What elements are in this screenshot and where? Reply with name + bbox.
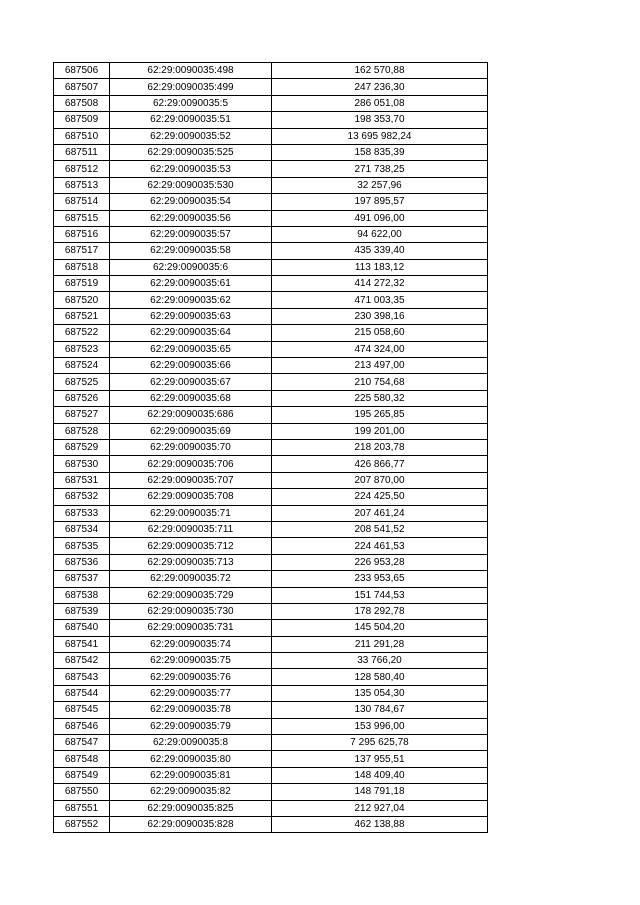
cadastral-value-cell: 414 272,32	[272, 276, 488, 292]
row-number-cell: 687510	[54, 128, 110, 144]
table-row	[54, 358, 488, 374]
cadastral-value-cell: 213 497,00	[272, 358, 488, 374]
table-row	[54, 538, 488, 554]
cadastral-number-cell: 62:29:0090035:65	[110, 341, 272, 357]
row-number-cell: 687525	[54, 374, 110, 390]
table-row	[54, 685, 488, 701]
cadastral-number-cell: 62:29:0090035:828	[110, 816, 272, 832]
row-number-cell: 687545	[54, 702, 110, 718]
table-row	[54, 620, 488, 636]
table-row	[54, 407, 488, 423]
cadastral-value-cell: 474 324,00	[272, 341, 488, 357]
table-row	[54, 636, 488, 652]
table-row	[54, 669, 488, 685]
row-number-cell: 687541	[54, 636, 110, 652]
cadastral-number-cell: 62:29:0090035:82	[110, 784, 272, 800]
row-number-cell: 687517	[54, 243, 110, 259]
cadastral-value-cell: 128 580,40	[272, 669, 488, 685]
row-number-cell: 687546	[54, 718, 110, 734]
table-row	[54, 308, 488, 324]
cadastral-value-cell: 215 058,60	[272, 325, 488, 341]
table-row	[54, 702, 488, 718]
cadastral-number-cell: 62:29:0090035:62	[110, 292, 272, 308]
table-row	[54, 718, 488, 734]
row-number-cell: 687531	[54, 472, 110, 488]
row-number-cell: 687547	[54, 735, 110, 751]
row-number-cell: 687543	[54, 669, 110, 685]
cadastral-value-cell: 225 580,32	[272, 390, 488, 406]
row-number-cell: 687551	[54, 800, 110, 816]
cadastral-value-cell: 212 927,04	[272, 800, 488, 816]
cadastral-value-cell: 32 257,96	[272, 177, 488, 193]
cadastral-value-cell: 211 291,28	[272, 636, 488, 652]
table-row	[54, 177, 488, 193]
row-number-cell: 687542	[54, 653, 110, 669]
row-number-cell: 687518	[54, 259, 110, 275]
row-number-cell: 687540	[54, 620, 110, 636]
table-row	[54, 587, 488, 603]
table-row	[54, 390, 488, 406]
cadastral-value-cell: 7 295 625,78	[272, 735, 488, 751]
cadastral-value-cell: 207 870,00	[272, 472, 488, 488]
row-number-cell: 687514	[54, 194, 110, 210]
cadastral-value-cell: 426 866,77	[272, 456, 488, 472]
table-row	[54, 161, 488, 177]
cadastral-number-cell: 62:29:0090035:80	[110, 751, 272, 767]
table-row	[54, 489, 488, 505]
row-number-cell: 687522	[54, 325, 110, 341]
cadastral-value-cell: 145 504,20	[272, 620, 488, 636]
cadastral-number-cell: 62:29:0090035:68	[110, 390, 272, 406]
row-number-cell: 687534	[54, 521, 110, 537]
row-number-cell: 687530	[54, 456, 110, 472]
cadastral-value-cell: 210 754,68	[272, 374, 488, 390]
cadastral-number-cell: 62:29:0090035:5	[110, 95, 272, 111]
row-number-cell: 687526	[54, 390, 110, 406]
table-row	[54, 751, 488, 767]
table-row	[54, 341, 488, 357]
cadastral-number-cell: 62:29:0090035:54	[110, 194, 272, 210]
cadastral-number-cell: 62:29:0090035:69	[110, 423, 272, 439]
cadastral-value-cell: 218 203,78	[272, 439, 488, 455]
table-row	[54, 112, 488, 128]
cadastral-value-cell: 195 265,85	[272, 407, 488, 423]
row-number-cell: 687521	[54, 308, 110, 324]
row-number-cell: 687527	[54, 407, 110, 423]
cadastral-value-cell: 153 996,00	[272, 718, 488, 734]
cadastral-number-cell: 62:29:0090035:74	[110, 636, 272, 652]
table-row	[54, 79, 488, 95]
row-number-cell: 687512	[54, 161, 110, 177]
cadastral-number-cell: 62:29:0090035:530	[110, 177, 272, 193]
table-row	[54, 456, 488, 472]
cadastral-value-cell: 435 339,40	[272, 243, 488, 259]
cadastral-number-cell: 62:29:0090035:77	[110, 685, 272, 701]
table-row	[54, 571, 488, 587]
cadastral-value-cell: 94 622,00	[272, 226, 488, 242]
cadastral-value-cell: 286 051,08	[272, 95, 488, 111]
cadastral-number-cell: 62:29:0090035:53	[110, 161, 272, 177]
cadastral-number-cell: 62:29:0090035:706	[110, 456, 272, 472]
cadastral-number-cell: 62:29:0090035:76	[110, 669, 272, 685]
cadastral-value-cell: 207 461,24	[272, 505, 488, 521]
cadastral-value-cell: 247 236,30	[272, 79, 488, 95]
row-number-cell: 687552	[54, 816, 110, 832]
cadastral-number-cell: 62:29:0090035:64	[110, 325, 272, 341]
cadastral-value-cell: 151 744,53	[272, 587, 488, 603]
row-number-cell: 687533	[54, 505, 110, 521]
cadastral-number-cell: 62:29:0090035:66	[110, 358, 272, 374]
cadastral-number-cell: 62:29:0090035:79	[110, 718, 272, 734]
table-row	[54, 95, 488, 111]
cadastral-value-cell: 137 955,51	[272, 751, 488, 767]
cadastral-number-cell: 62:29:0090035:67	[110, 374, 272, 390]
row-number-cell: 687515	[54, 210, 110, 226]
cadastral-number-cell: 62:29:0090035:52	[110, 128, 272, 144]
cadastral-number-cell: 62:29:0090035:57	[110, 226, 272, 242]
table-row	[54, 735, 488, 751]
cadastral-number-cell: 62:29:0090035:63	[110, 308, 272, 324]
table-row	[54, 374, 488, 390]
cadastral-number-cell: 62:29:0090035:56	[110, 210, 272, 226]
table-row	[54, 243, 488, 259]
cadastral-value-cell: 130 784,67	[272, 702, 488, 718]
cadastral-number-cell: 62:29:0090035:713	[110, 554, 272, 570]
cadastral-value-cell: 178 292,78	[272, 603, 488, 619]
cadastral-value-cell: 230 398,16	[272, 308, 488, 324]
row-number-cell: 687529	[54, 439, 110, 455]
cadastral-value-cell: 33 766,20	[272, 653, 488, 669]
table-body	[54, 63, 488, 833]
row-number-cell: 687539	[54, 603, 110, 619]
cadastral-value-cell: 233 953,65	[272, 571, 488, 587]
table-row	[54, 276, 488, 292]
row-number-cell: 687532	[54, 489, 110, 505]
row-number-cell: 687506	[54, 63, 110, 79]
table-row	[54, 472, 488, 488]
cadastral-number-cell: 62:29:0090035:525	[110, 144, 272, 160]
table-row	[54, 816, 488, 832]
cadastral-number-cell: 62:29:0090035:730	[110, 603, 272, 619]
row-number-cell: 687516	[54, 226, 110, 242]
table-row	[54, 63, 488, 79]
table-row	[54, 144, 488, 160]
cadastral-value-cell: 471 003,35	[272, 292, 488, 308]
cadastral-number-cell: 62:29:0090035:81	[110, 767, 272, 783]
cadastral-value-cell: 197 895,57	[272, 194, 488, 210]
table-row	[54, 439, 488, 455]
cadastral-number-cell: 62:29:0090035:686	[110, 407, 272, 423]
row-number-cell: 687536	[54, 554, 110, 570]
table-row	[54, 194, 488, 210]
table-row	[54, 226, 488, 242]
row-number-cell: 687508	[54, 95, 110, 111]
cadastral-value-cell: 113 183,12	[272, 259, 488, 275]
table-row	[54, 292, 488, 308]
cadastral-value-cell: 135 054,30	[272, 685, 488, 701]
cadastral-value-cell: 271 738,25	[272, 161, 488, 177]
cadastral-value-cell: 224 425,50	[272, 489, 488, 505]
cadastral-number-cell: 62:29:0090035:708	[110, 489, 272, 505]
cadastral-number-cell: 62:29:0090035:51	[110, 112, 272, 128]
cadastral-number-cell: 62:29:0090035:731	[110, 620, 272, 636]
table-row	[54, 603, 488, 619]
cadastral-value-cell: 226 953,28	[272, 554, 488, 570]
cadastral-value-cell: 13 695 982,24	[272, 128, 488, 144]
cadastral-value-cell: 224 461,53	[272, 538, 488, 554]
table-row	[54, 128, 488, 144]
row-number-cell: 687550	[54, 784, 110, 800]
cadastral-value-cell: 162 570,88	[272, 63, 488, 79]
cadastral-number-cell: 62:29:0090035:711	[110, 521, 272, 537]
cadastral-number-cell: 62:29:0090035:6	[110, 259, 272, 275]
cadastral-number-cell: 62:29:0090035:712	[110, 538, 272, 554]
table-row	[54, 767, 488, 783]
table-row	[54, 210, 488, 226]
cadastral-number-cell: 62:29:0090035:499	[110, 79, 272, 95]
cadastral-value-cell: 199 201,00	[272, 423, 488, 439]
row-number-cell: 687511	[54, 144, 110, 160]
cadastral-number-cell: 62:29:0090035:78	[110, 702, 272, 718]
row-number-cell: 687528	[54, 423, 110, 439]
cadastral-number-cell: 62:29:0090035:498	[110, 63, 272, 79]
cadastral-number-cell: 62:29:0090035:729	[110, 587, 272, 603]
cadastral-number-cell: 62:29:0090035:8	[110, 735, 272, 751]
cadastral-number-cell: 62:29:0090035:70	[110, 439, 272, 455]
cadastral-number-cell: 62:29:0090035:72	[110, 571, 272, 587]
cadastral-value-cell: 148 791,18	[272, 784, 488, 800]
row-number-cell: 687548	[54, 751, 110, 767]
row-number-cell: 687509	[54, 112, 110, 128]
cadastral-value-table	[53, 62, 488, 833]
cadastral-number-cell: 62:29:0090035:825	[110, 800, 272, 816]
row-number-cell: 687538	[54, 587, 110, 603]
cadastral-value-cell: 208 541,52	[272, 521, 488, 537]
table-row	[54, 259, 488, 275]
table-row	[54, 505, 488, 521]
table-row	[54, 423, 488, 439]
row-number-cell: 687520	[54, 292, 110, 308]
table-row	[54, 653, 488, 669]
row-number-cell: 687507	[54, 79, 110, 95]
row-number-cell: 687535	[54, 538, 110, 554]
row-number-cell: 687519	[54, 276, 110, 292]
table-row	[54, 325, 488, 341]
row-number-cell: 687513	[54, 177, 110, 193]
cadastral-number-cell: 62:29:0090035:61	[110, 276, 272, 292]
cadastral-number-cell: 62:29:0090035:707	[110, 472, 272, 488]
cadastral-value-cell: 148 409,40	[272, 767, 488, 783]
row-number-cell: 687549	[54, 767, 110, 783]
cadastral-value-cell: 491 096,00	[272, 210, 488, 226]
row-number-cell: 687524	[54, 358, 110, 374]
cadastral-value-cell: 462 138,88	[272, 816, 488, 832]
table-row	[54, 800, 488, 816]
table-row	[54, 521, 488, 537]
row-number-cell: 687544	[54, 685, 110, 701]
table-row	[54, 554, 488, 570]
cadastral-value-cell: 198 353,70	[272, 112, 488, 128]
cadastral-number-cell: 62:29:0090035:75	[110, 653, 272, 669]
row-number-cell: 687523	[54, 341, 110, 357]
cadastral-number-cell: 62:29:0090035:58	[110, 243, 272, 259]
table-row	[54, 784, 488, 800]
cadastral-value-cell: 158 835,39	[272, 144, 488, 160]
cadastral-number-cell: 62:29:0090035:71	[110, 505, 272, 521]
row-number-cell: 687537	[54, 571, 110, 587]
